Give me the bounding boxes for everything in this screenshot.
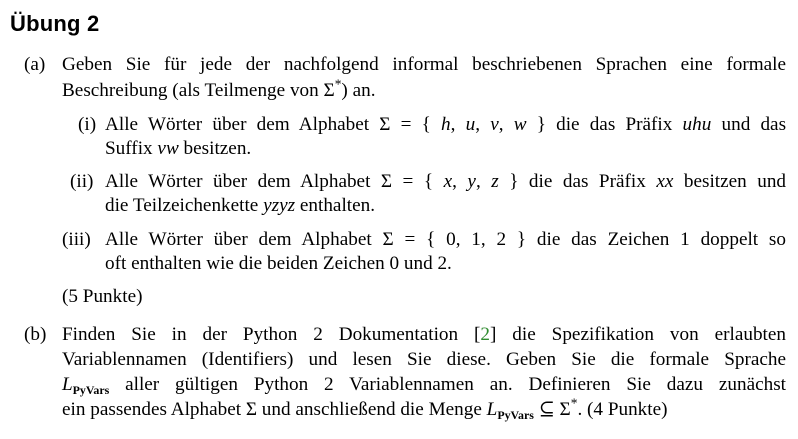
exercise-title: Übung 2 xyxy=(10,11,100,36)
item-ii-label: (ii) xyxy=(70,171,94,192)
item-ii-line-1: Alle Wörter über dem Alphabet Σ = { x, y, z } die das Präfix xx besitzen und xyxy=(105,171,787,192)
part-b-line-3: $L_{PyVars}$ aller gültigen Python 2 Variablennamen an. Definieren Sie dazu zunächst xyxy=(62,374,786,398)
part-b-line-2: Variablennamen (Identifiers) und lesen Sie diese. Geben Sie die formale Sprache xyxy=(62,349,786,370)
part-b-line-4: ein passendes Alphabet Σ und anschließend die Menge $L_{PyVars}$ ⊆ Σ*. (4 Punkte) xyxy=(62,395,668,423)
item-i-line-1: Alle Wörter über dem Alphabet Σ = { h, u, v, w } die das Präfix uhu und das xyxy=(105,114,787,135)
part-a-label: (a) xyxy=(24,54,46,75)
item-iii-line-2: oft enthalten wie die beiden Zeichen 0 und 2. xyxy=(105,253,452,274)
part-a-line-1: Geben Sie für jede der nachfolgend informal beschriebenen Sprachen eine formale xyxy=(62,54,786,75)
item-ii-line-2: die Teilzeichenkette yzyz enthalten. xyxy=(105,195,376,216)
part-a-line-2: Beschreibung (als Teilmenge von Σ*) an. xyxy=(62,76,376,101)
item-iii-label: (iii) xyxy=(62,229,91,250)
part-a-points: (5 Punkte) xyxy=(62,286,143,307)
item-i-line-2: Suffix vw besitzen. xyxy=(105,138,252,159)
part-b-label: (b) xyxy=(24,324,47,345)
part-b-line-1: Finden Sie in der Python 2 Dokumentation [2] die Spezifikation von erlaubten xyxy=(62,324,786,345)
item-iii-line-1: Alle Wörter über dem Alphabet Σ = { 0, 1, 2 } die das Zeichen 1 doppelt so xyxy=(105,229,786,250)
item-i-label: (i) xyxy=(78,114,97,135)
